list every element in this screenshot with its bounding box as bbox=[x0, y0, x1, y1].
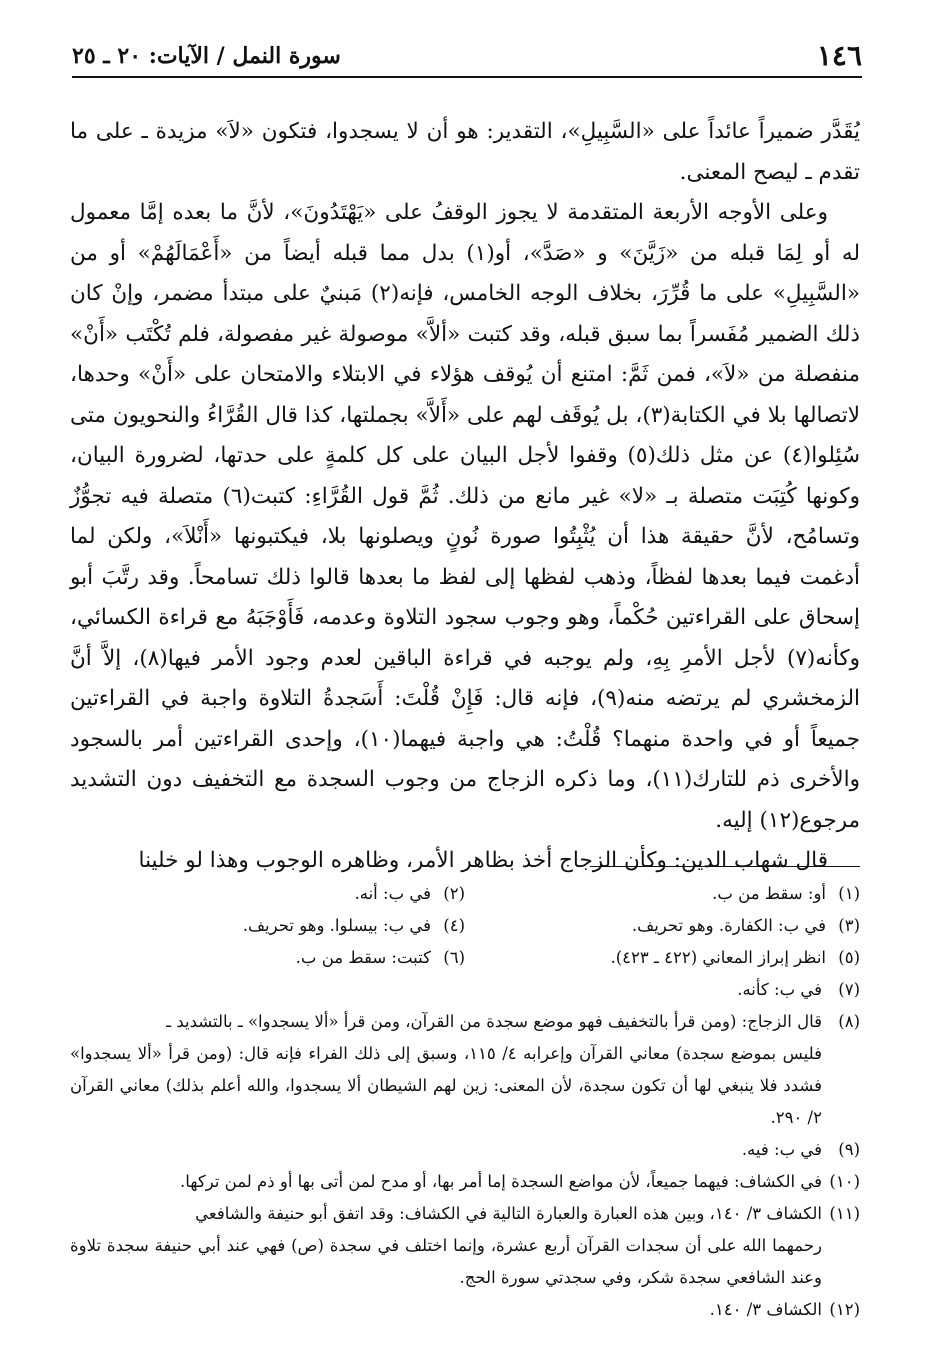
footnote-text: في ب: بيسلوا. وهو تحريف. bbox=[242, 916, 431, 935]
footnote-number: (٩) bbox=[838, 1140, 860, 1159]
footnote-number: (٢) bbox=[443, 884, 465, 903]
footnote-text: في ب: أنه. bbox=[354, 884, 431, 903]
footnote-number: (٤) bbox=[443, 916, 465, 935]
footnote-text: كتبت: سقط من ب. bbox=[295, 948, 431, 967]
footnote-number: (٨) bbox=[838, 1012, 860, 1031]
page-number: ١٤٦ bbox=[816, 39, 862, 72]
footnote-text: في ب: الكفارة. وهو تحريف. bbox=[631, 916, 826, 935]
footnote-row bbox=[70, 878, 860, 910]
footnotes bbox=[70, 878, 860, 1326]
footnote-number: (٣) bbox=[838, 916, 860, 935]
footnote bbox=[70, 1294, 860, 1326]
paragraph: يُقَدَّر ضميراً عائداً على «السَّبِيلِ»، التقدير: هو أن لا يسجدوا، فتكون «لاَ» مزيدة ـ على ما تقدم ـ ليصح المعنى. bbox=[70, 119, 860, 185]
footnote-row bbox=[70, 942, 860, 974]
footnote-text: انظر إبراز المعاني (٤٢٢ ـ ٤٢٣). bbox=[610, 948, 826, 967]
footnote-continuation: رحمهما الله على أن سجدات القرآن أربع عشرة، وإنما اختلف في سجدة (ص) فهي عند أبي حنيفة سجدة تلاوة وعند الشافعي سجدة شكر، وفي سجدتي سورة الحج. bbox=[70, 1236, 822, 1287]
footnote-text: الكشاف ٣/ ١٤٠. bbox=[709, 1300, 822, 1319]
footnote bbox=[70, 1166, 860, 1198]
footnote-number: (٦) bbox=[443, 948, 465, 967]
footnote-number: (٧) bbox=[838, 980, 860, 999]
footnote-text: أو: سقط من ب. bbox=[712, 884, 826, 903]
footnote-number: (٥) bbox=[838, 948, 860, 967]
main-text bbox=[70, 112, 860, 882]
footnote bbox=[70, 1006, 860, 1038]
footnote-number: (١٢) bbox=[829, 1300, 860, 1319]
running-title: سورة النمل / الآيات: ٢٠ ـ ٢٥ bbox=[72, 43, 341, 69]
footnote-number: (١١) bbox=[829, 1204, 860, 1223]
footnote-row bbox=[70, 910, 860, 942]
footnote-continuation: فليس بموضع سجدة) معاني القرآن وإعرابه ٤/ ١١٥، وسبق إلى ذلك الفراء فإنه قال: (ومن قرأ «ألا يسجدوا» فشدد فلا ينبغي لها أن تكون سجدة، لأن المعنى: زين لهم الشيطان ألا يسجدوا، والله أعلم بذلك) معاني القرآن ٢/ ٢٩٠. bbox=[70, 1044, 822, 1127]
footnote-text: في ب: كأنه. bbox=[737, 980, 822, 999]
footnote-number: (١) bbox=[838, 884, 860, 903]
footnote-text: في الكشاف: فيهما جميعاً، لأن مواضع السجدة إما أمر بها، أو مدح لمن أتى بها أو ذم لمن تركها. bbox=[180, 1172, 822, 1191]
footnote bbox=[70, 974, 860, 1006]
footnote-number: (١٠) bbox=[829, 1172, 860, 1191]
page-header bbox=[72, 36, 862, 78]
footnote bbox=[70, 1198, 860, 1230]
footnote-text: الكشاف ٣/ ١٤٠، وبين هذه العبارة والعبارة التالية في الكشاف: وقد اتفق أبو حنيفة والشافعي bbox=[195, 1204, 822, 1223]
paragraph: وعلى الأوجه الأربعة المتقدمة لا يجوز الوقفُ على «يَهْتَدُونَ»، لأنَّ ما بعده إمَّا معمول له أو لِمَا قبله من «زَيَّنَ» و «صَدَّ»، أو(١) بدل مما قبله أيضاً من «أَعْمَالَهُمْ» أو من «السَّبِيلِ» على ما قُرِّرَ، بخلاف الوجه الخامس، فإنه(٢) مَبنيٌ على مبتدأ مضمر، وإنْ كان ذلك الضمير مُفَسراً بما سبق قبله، وقد كتبت «ألاَّ» موصولة غير مفصولة، فلم تُكْتَب «أَنْ» منفصلة من «لاَ»، فمن ثَمَّ: امتنع أن يُوقف هؤلاء في الابتلاء والامتحان على «أَنْ» وحدها، لاتصالها بلا في الكتابة(٣)، بل يُوقَف لهم على «أَلاَّ» بجملتها، كذا قال القُرَّاءُ والنحويون متى سُئِلوا(٤) عن مثل ذلك(٥) وقفوا لأجل البيان على كل كلمةٍ على حدتها، لضرورة البيان، وكونها كُتِبَت متصلة بـ «لا» غير مانع من ذلك. ثُمَّ قول القُرَّاءِ: كتبت(٦) متصلة فيه تجوُّزٌ وتسامُح، لأنَّ حقيقة هذا أن يُثْبِتُوا صورة نُونٍ ويصلونها بلا، فيكتبونها «أَنْلاَ»، ولكن لما أدغمت فيما بعدها لفظاً، وذهب لفظها إلى لفظ ما بعدها قالوا ذلك تسامحاً. وقد رتَّبَ أبو إسحاق على القراءتين حُكْماً، وهو وجوب سجود التلاوة وعدمه، فَأَوْجَبَهُ مع قراءة الكسائي، وكأنه(٧) لأجل الأمرِ بِهِ، ولم يوجبه في قراءة الباقين لعدم وجود الأمر فيها(٨)، إلاَّ أنَّ الزمخشري لم يرتضه منه(٩)، فإنه قال: فَإِنْ قُلْتَ: أَسَجدةُ التلاوة واجبة في القراءتين جميعاً أو في واحدة منهما؟ قُلْتُ: هي واجبة فيهما(١٠)، وإحدى القراءتين أمر بالسجود والأخرى ذم للتارك(١١)، وما ذكره الزجاج من وجوب السجدة مع التخفيف دون التشديد مرجوع(١٢) إليه. bbox=[70, 200, 861, 833]
footnote-text: في ب: فيه. bbox=[741, 1140, 822, 1159]
footnote-text: قال الزجاج: (ومن قرأ بالتخفيف فهو موضع سجدة من القرآن، ومن قرأ «ألا يسجدوا» ـ بالتشديد ـ bbox=[166, 1012, 822, 1031]
paragraph: قال شهاب الدين: وكأن الزجاج أخذ بظاهر الأمر، وظاهره الوجوب وهذا لو خلينا bbox=[138, 848, 828, 873]
footnote-separator bbox=[590, 866, 860, 867]
footnote bbox=[70, 1134, 860, 1166]
